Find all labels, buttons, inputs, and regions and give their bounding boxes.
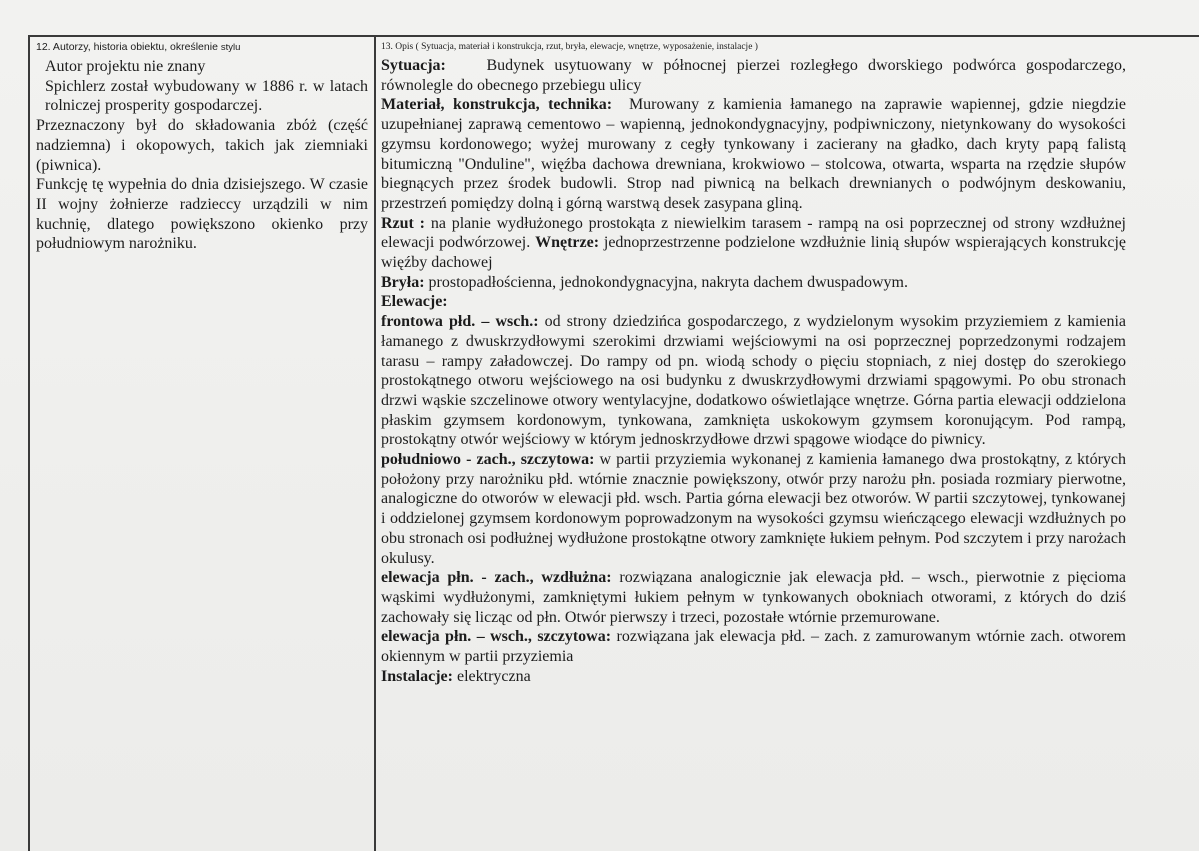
- material-text: Murowany z kamienia łamanego na zaprawie wapiennej, gdzie niegdzie uzupełnianej zaprawą cementowo – wapienną, jednokondygnacyjny, podpiwniczony, nietynkowany do wysokości gzymsu kordonowego; wyżej murowany z cegły tynkowany i zacierany na gładko, dach kryty papą falistą bitumiczną "Onduline", więźba dachowa drewniana, krokwiowo – stolcowa, otwarta, wsparta na rzędzie słupów biegnących przez środek budowli. Strop nad piwnicą na belkach drewnianych o podwójnym deskowaniu, przestrzeń pomiędzy dolną i górną warstwą desek zasypana gliną.: [381, 96, 1127, 212]
- bryla-paragraph: [381, 273, 1126, 293]
- purpose-paragraph: Przeznaczony był do składowania zbóż (część nadziemna) i okopowych, takich jak ziemniaki (piwnica).: [36, 117, 368, 174]
- pln-wsch-label: elewacja płn. – wsch., szczytowa:: [381, 628, 612, 646]
- function-paragraph: Funkcję tę wypełnia do dnia dzisiejszego. W czasie II wojny żołnierze radzieccy urządzili w nim kuchnię, dlatego powiększono okienko przy południowym narożniku.: [36, 176, 368, 253]
- rzut-text: na planie wydłużonego prostokąta z niewielkim tarasem - rampą na osi poprzecznej od strony wzdłużnej elewacji podwórzowej.: [381, 214, 1127, 252]
- section-12-heading: [36, 40, 368, 55]
- sytuacja-paragraph: [381, 56, 1126, 95]
- description-column: [381, 40, 1126, 687]
- built-paragraph: Spichlerz został wybudowany w 1886 r. w latach rolniczej prosperity gospodarczej.: [45, 77, 368, 115]
- pln-wsch-text: rozwiązana jak elewacja płd. – zach. z zamurowanym wtórnie zach. otworem okiennym w partii przyziemia: [381, 628, 1126, 666]
- pln-wsch-paragraph: [381, 627, 1126, 666]
- sytuacja-text: Budynek usytuowany w północnej pierzei rozległego dworskiego podwórca gospodarczego, równolegle do obecnego przebiegu ulicy: [381, 57, 1127, 94]
- material-label: Materiał, konstrukcja, technika:: [381, 96, 613, 114]
- table-left-border: [28, 35, 30, 851]
- wnetrze-label: Wnętrze:: [535, 234, 600, 252]
- rzut-paragraph: [381, 214, 1126, 273]
- poludniowo-text: w partii przyziemia wykonanej z kamienia łamanego dwa prostokątny, z których położony przy narożniku płd. wtórnie znacznie powiększony, otwór przy narożu płn. posiada rozmiary pierwotne, analogiczne do otworów w elewacji płd. wsch. Partia górna elewacji bez otworów. W partii szczytowej, tynkowanej i oddzielonej gzymsem kordonowym poprowadzonym na wysokości gzymsu wieńczącego elewacji wzdłużnych po obu stronach osi podłużnej wydłużone prostokątne otwory zamknięte łukiem pełnym. Pod szczytem i przy narożach okulusy.: [381, 451, 1127, 567]
- bryla-label: Bryła:: [381, 273, 425, 291]
- section-13-heading: 13. Opis ( Sytuacja, materiał i konstrukcja, rzut, bryła, elewacje, wnętrze, wyposażenie, instalacje ): [381, 42, 758, 52]
- wnetrze-text: jednoprzestrzenne podzielone wzdłużnie linią słupów wspierających konstrukcję więźby dachowej: [381, 234, 1127, 272]
- rzut-label: Rzut :: [381, 214, 426, 232]
- instalacje-label: Instalacje:: [381, 667, 453, 685]
- frontowa-paragraph: [381, 312, 1126, 450]
- instalacje-paragraph: [381, 667, 1126, 687]
- poludniowo-paragraph: [381, 450, 1126, 568]
- section-12-heading-main: 12. Autorzy, historia obiektu, określenie: [36, 41, 221, 53]
- frontowa-text: od strony dziedzińca gospodarczego, z wydzielonym wysokim przyziemiem z kamienia łamanego z dwuskrzydłowymi szerokimi drzwiami wejściowymi na osi poprzecznej poprzedzonymi rodzajem tarasu – rampy załadowczej. Do rampy od pn. wiodą schody o pięciu stopniach, z niej dostęp do szerokiego prostokątnego otworu wejściowego na osi budynku z dwuskrzydłowymi drzwiami spągowymi. Po obu stronach drzwi wąskie szczelinowe otwory wentylacyjne, dodatkowo oświetlające wnętrze. Górna partia elewacji oddzielona płaskim gzymsem kordonowym, tynkowana, zamknięta uskokowym gzymsem koronującym. Pod rampą, prostokątny otwór wejściowy w którym jednoskrzydłowe drzwi spągowe wiodące do piwnicy.: [381, 313, 1127, 449]
- elewacje-label: Elewacje:: [381, 293, 448, 311]
- author-paragraph: Autor projektu nie znany: [45, 58, 206, 75]
- pln-zach-label: elewacja płn. - zach., wzdłużna:: [381, 569, 612, 587]
- elewacje-heading-paragraph: [381, 292, 1126, 312]
- column-divider: [374, 35, 376, 851]
- history-column: [36, 40, 368, 254]
- instalacje-text: elektryczna: [456, 667, 531, 685]
- pln-zach-paragraph: [381, 568, 1126, 627]
- poludniowo-label: południowo - zach., szczytowa:: [381, 451, 595, 469]
- bryla-text: prostopadłościenna, jednokondygnacyjna, nakryta dachem dwuspadowym.: [428, 273, 908, 291]
- frontowa-label: frontowa płd. – wsch.:: [381, 313, 539, 331]
- material-paragraph: [381, 95, 1126, 213]
- table-top-border: [28, 35, 1199, 37]
- sytuacja-label: Sytuacja:: [381, 57, 446, 74]
- pln-zach-text: rozwiązana analogicznie jak elewacja płd. – wsch., pierwotnie z pięcioma wąskimi wydłużonymi, zamkniętymi łukiem pełnym w tynkowanych obokniach otworami, z których do dziś zachowały się licząc od płn. Otwór pierwszy i trzeci, pozostałe wtórnie przemurowane.: [381, 569, 1127, 626]
- section-12-heading-small: stylu: [220, 42, 241, 53]
